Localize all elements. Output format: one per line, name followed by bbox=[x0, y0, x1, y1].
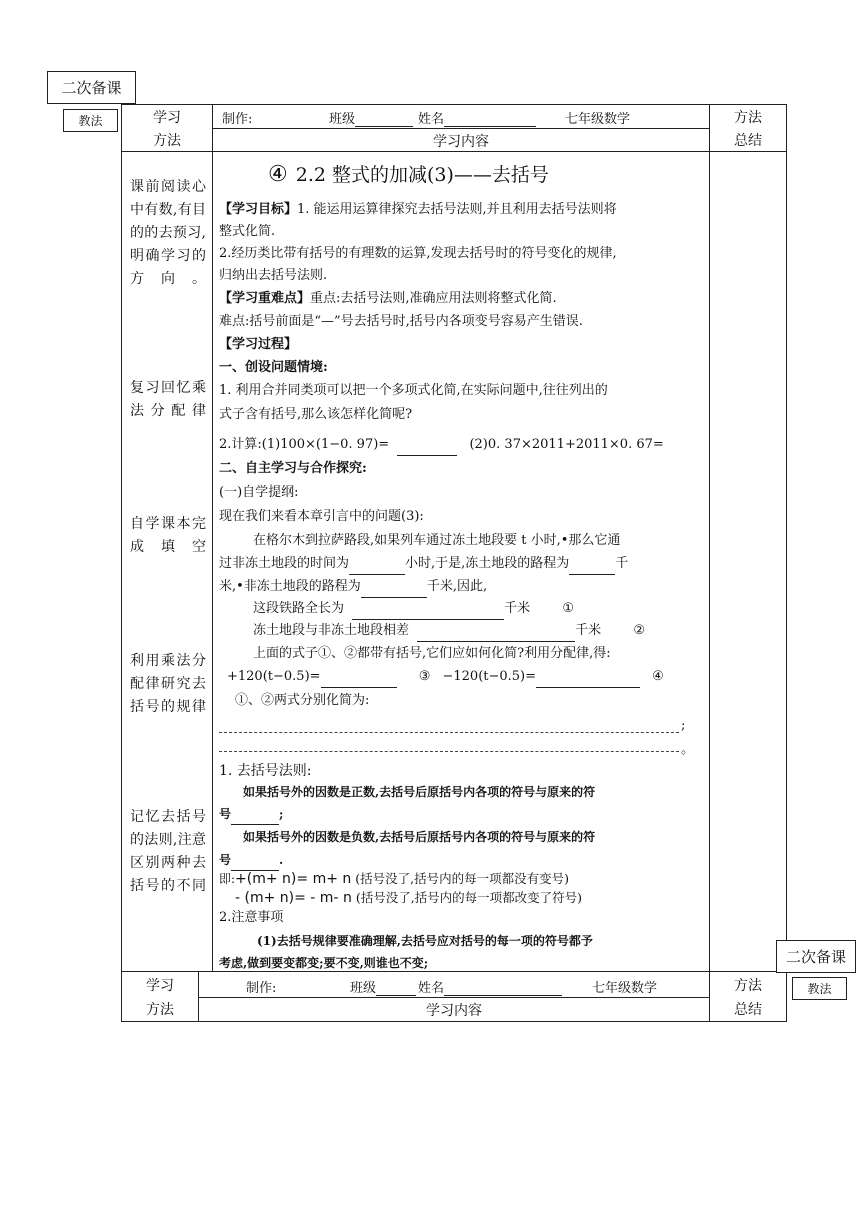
problem-text-e: 千米,因此, bbox=[426, 579, 488, 594]
equation-1-note: (括号没了,括号内的每一项都没有变号) bbox=[355, 871, 569, 886]
blank-rule-1[interactable] bbox=[231, 811, 279, 825]
expression-3: +120(t−0.5)= bbox=[227, 669, 321, 684]
problem-line-2 bbox=[219, 553, 705, 575]
answer-line-2-end: 。 bbox=[681, 742, 695, 757]
question-1-line-1: 1. 利用合并同类项可以把一个多项式化简,在实际问题中,往往列出的 bbox=[219, 383, 608, 398]
footer-made-by: 制作: bbox=[246, 981, 277, 996]
header-content-label: 学习内容 bbox=[433, 134, 489, 150]
question-2a-blank[interactable] bbox=[397, 442, 457, 456]
note-1-line-1: (1)去括号规律要准确理解,去括号应对括号的每一项的符号都予 bbox=[257, 934, 593, 948]
footer-name bbox=[418, 977, 562, 996]
footer-class-label: 班级 bbox=[350, 981, 377, 996]
blank-non-frozen-time[interactable] bbox=[349, 561, 405, 575]
answer-line-1[interactable] bbox=[219, 732, 679, 733]
side-note-self-study: 自学课本完成填空 bbox=[130, 516, 206, 555]
lesson-title-text: 2.2 整式的加减(3)——去括号 bbox=[295, 164, 549, 186]
header-col1-line1: 学习 bbox=[153, 110, 181, 126]
process-label: 【学习过程】 bbox=[219, 337, 298, 352]
key-text: 重点:去括号法则,准确应用法则将整式化简. bbox=[310, 291, 557, 306]
rule-2-line-1: 如果括号外的因数是负数,去括号后原括号内各项的符号与原来的符 bbox=[243, 830, 596, 844]
footer-content-label: 学习内容 bbox=[426, 1003, 482, 1019]
problem-text-c: 千 bbox=[615, 556, 629, 571]
footer-name-label: 姓名 bbox=[418, 981, 445, 996]
prep-badge-top: 二次备课 bbox=[47, 71, 136, 104]
footer-col3-line1: 方法 bbox=[734, 978, 762, 994]
question-2b: (2)0. 37×2011+2011×0. 67= bbox=[469, 437, 664, 452]
footer-class bbox=[350, 977, 416, 996]
header-col3-line2: 总结 bbox=[734, 133, 762, 149]
footer-col1-line2: 方法 bbox=[146, 1002, 174, 1018]
notes-title: 2.注意事项 bbox=[219, 910, 284, 925]
equation-prefix: 即: bbox=[219, 872, 236, 886]
question-2 bbox=[219, 434, 705, 456]
expression-line bbox=[219, 666, 713, 688]
note-1-line-2: 考虑,做到要变都变;要不变,则谁也不变; bbox=[219, 956, 429, 970]
total-length-line bbox=[219, 598, 739, 620]
side-note-distributive: 利用乘法分配律研究去括号的规律 bbox=[130, 653, 206, 715]
key-points bbox=[219, 288, 705, 310]
prep-badge-bottom: 二次备课 bbox=[776, 940, 856, 973]
difficulty: 难点:括号前面是“—”号去括号时,括号内各项变号容易产生错误. bbox=[219, 314, 583, 329]
equation-2-note: (括号没了,括号内的每一项都改变了符号) bbox=[355, 890, 583, 905]
intro-text: 现在我们来看本章引言中的问题(3): bbox=[219, 509, 424, 524]
difference-label: 冻土地段与非冻土地段相差 bbox=[253, 623, 410, 638]
rule-title: 1. 去括号法则: bbox=[219, 763, 312, 779]
teaching-badge-bottom: 教法 bbox=[792, 977, 847, 1000]
rule-1-line-2 bbox=[219, 803, 705, 825]
footer-grade-subject: 七年级数学 bbox=[592, 981, 658, 996]
teaching-badge-top: 教法 bbox=[63, 109, 118, 132]
length-unit: 千米 bbox=[504, 601, 531, 616]
key-label: 【学习重难点】 bbox=[219, 291, 311, 306]
blank-difference[interactable] bbox=[417, 628, 575, 642]
header-col3-line1: 方法 bbox=[734, 110, 762, 126]
expression-4: −120(t−0.5)= bbox=[442, 669, 537, 684]
footer-col3-line2: 总结 bbox=[734, 1002, 762, 1018]
marker-4: ④ bbox=[652, 669, 664, 684]
answer-line-1-end: ; bbox=[681, 718, 686, 733]
header-grade-subject: 七年级数学 bbox=[565, 112, 631, 127]
footer-col1-line1: 学习 bbox=[146, 978, 174, 994]
simplify-label: ①、②两式分别化简为: bbox=[235, 693, 370, 708]
lesson-title bbox=[268, 160, 549, 187]
answer-line-2[interactable] bbox=[219, 751, 679, 752]
marker-2: ② bbox=[633, 623, 645, 638]
problem-line-1: 在格尔木到拉萨路段,如果列车通过冻土地段要 t 小时,•那么它通 bbox=[253, 533, 621, 548]
side-note-memorize: 记忆去括号的法则,注意区别两种去括号的不同 bbox=[130, 809, 206, 894]
rule-1-end: ; bbox=[279, 807, 284, 821]
problem-text-d: 米,•非冻土地段的路程为 bbox=[219, 579, 361, 594]
header-name bbox=[418, 108, 536, 127]
blank-expression-4[interactable] bbox=[536, 674, 640, 688]
name-label: 姓名 bbox=[418, 112, 445, 127]
goal-line-1 bbox=[219, 199, 705, 221]
blank-non-frozen-distance[interactable] bbox=[361, 584, 427, 598]
blank-frozen-distance[interactable] bbox=[569, 561, 615, 575]
distributive-text: 上面的式子①、②都带有括号,它们应如何化简?利用分配律,得: bbox=[253, 646, 611, 661]
outline-label: (一)自学提纲: bbox=[219, 485, 299, 500]
rule-1-tail: 号 bbox=[219, 807, 232, 821]
goals-label: 【学习目标】 bbox=[219, 202, 298, 217]
header-made-by: 制作: bbox=[222, 112, 253, 127]
blank-total-length[interactable] bbox=[352, 606, 504, 620]
header-class bbox=[329, 108, 413, 127]
marker-3: ③ bbox=[418, 669, 431, 684]
marker-1: ① bbox=[562, 601, 574, 616]
blank-expression-3[interactable] bbox=[321, 674, 397, 688]
goal-1a: 1. 能运用运算律探究去括号法则,并且利用去括号法则将 bbox=[297, 202, 617, 217]
problem-line-3 bbox=[219, 576, 705, 598]
question-2a: 2.计算:(1)100×(1−0. 97)= bbox=[219, 437, 390, 452]
side-note-review: 复习回忆乘法分配律 bbox=[130, 380, 206, 419]
difference-unit: 千米 bbox=[575, 623, 602, 638]
length-label: 这段铁路全长为 bbox=[253, 601, 345, 616]
header-col1-line2: 方法 bbox=[153, 133, 181, 149]
section-2-heading: 二、自主学习与合作探究: bbox=[219, 461, 367, 476]
difference-line bbox=[219, 620, 739, 642]
rule-2-end: . bbox=[279, 853, 284, 867]
rule-1-line-1: 如果括号外的因数是正数,去括号后原括号内各项的符号与原来的符 bbox=[243, 785, 596, 799]
question-1-line-2: 式子含有括号,那么该怎样化简呢? bbox=[219, 407, 413, 422]
class-label: 班级 bbox=[329, 112, 356, 127]
equation-1-expr: +(m+ n)= m+ n bbox=[235, 871, 352, 887]
goal-line-4: 归纳出去括号法则. bbox=[219, 268, 328, 283]
rule-2-tail: 号 bbox=[219, 853, 232, 867]
goal-line-2: 整式化简. bbox=[219, 224, 276, 239]
goal-line-3: 2.经历类比带有括号的有理数的运算,发现去括号时的符号变化的规律, bbox=[219, 246, 617, 261]
problem-text-a: 过非冻土地段的时间为 bbox=[219, 556, 350, 571]
problem-text-b: 小时,于是,冻土地段的路程为 bbox=[405, 556, 570, 571]
section-1-heading: 一、创设问题情境: bbox=[219, 360, 328, 375]
side-note-preview: 课前阅读心中有数,有目的的去预习,明确学习的方向。 bbox=[130, 179, 206, 287]
lesson-number: ④ bbox=[268, 162, 288, 187]
equation-2-expr: - (m+ n)= - m- n bbox=[235, 890, 352, 906]
